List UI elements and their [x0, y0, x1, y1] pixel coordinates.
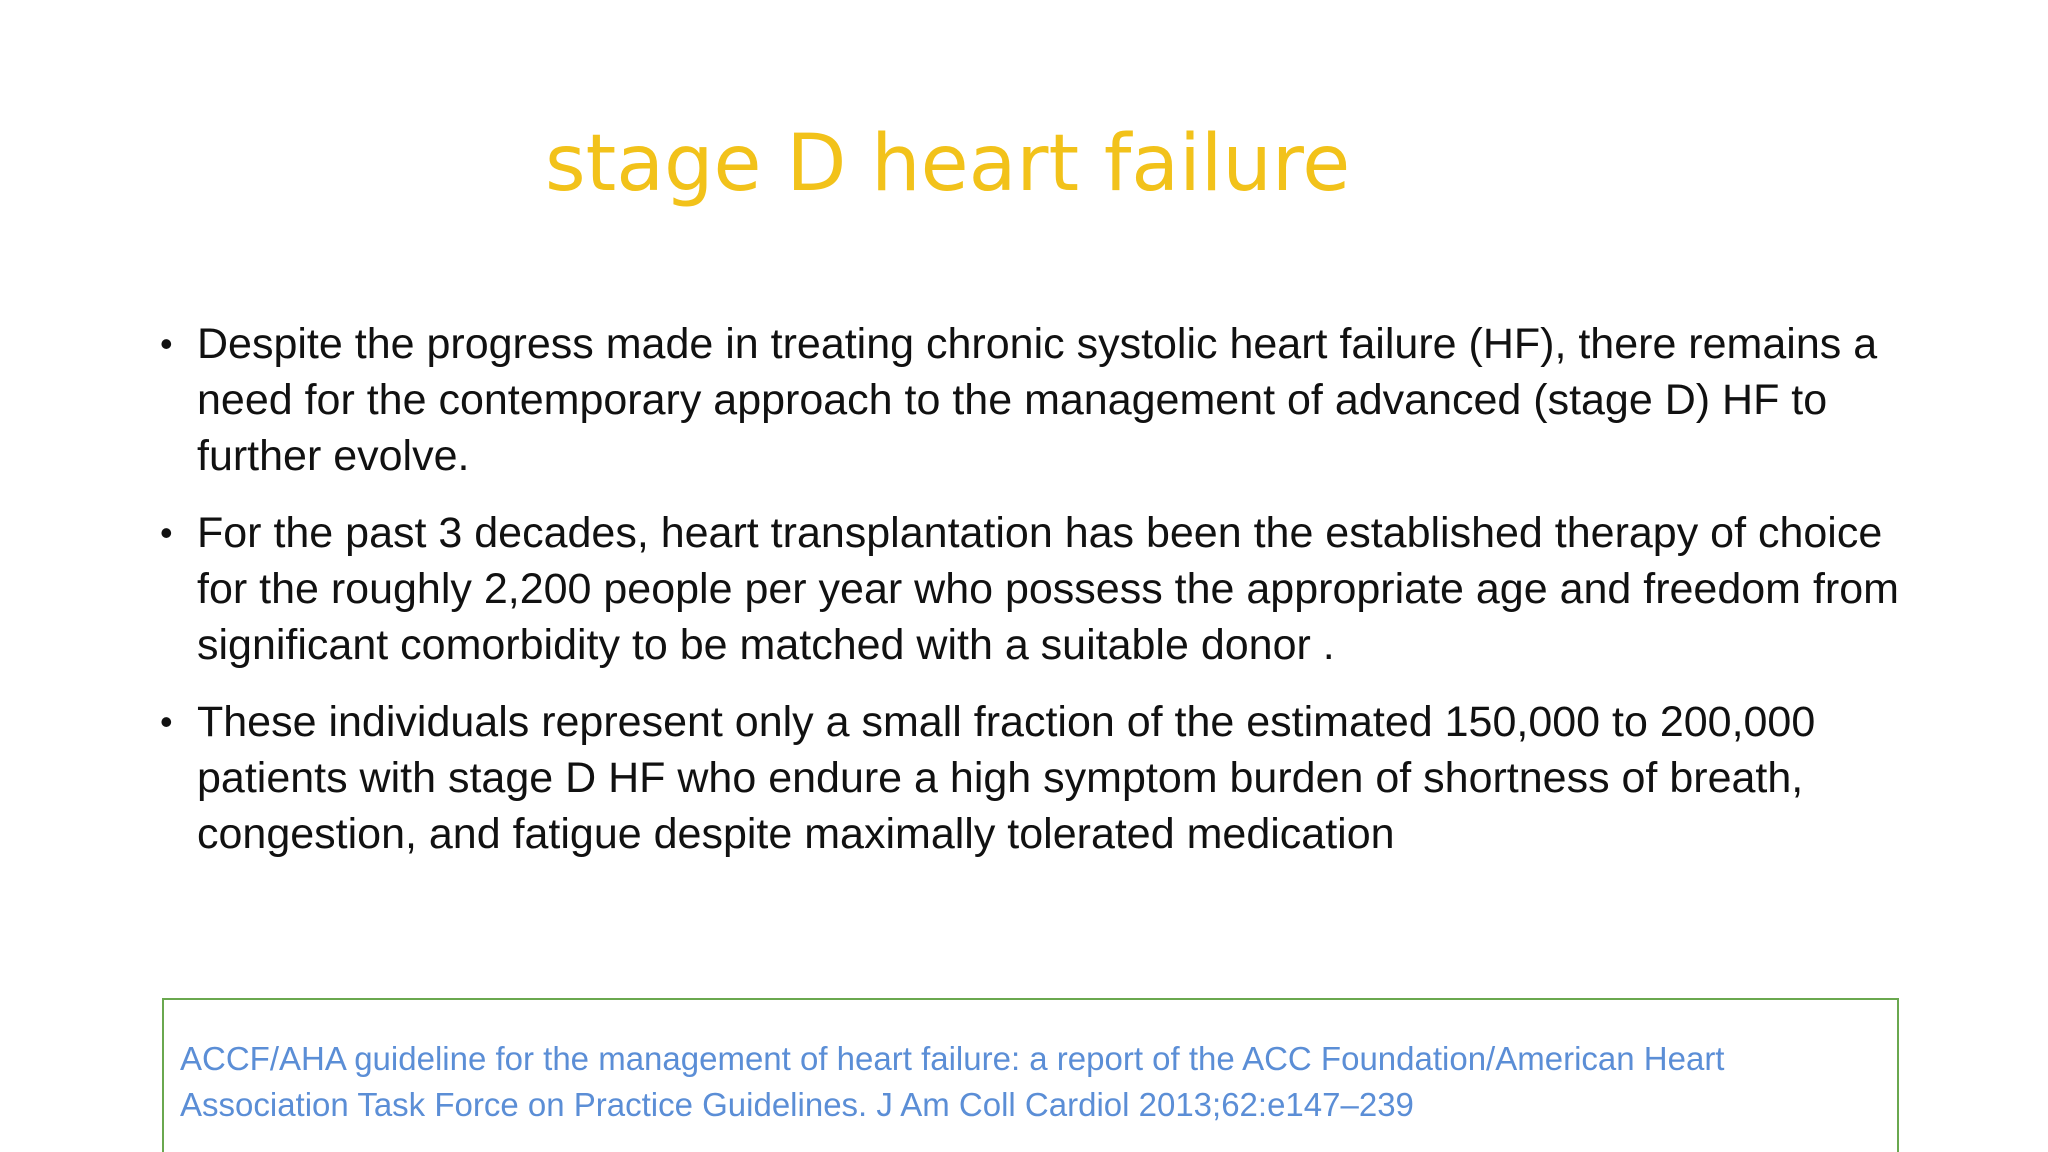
bullet-list	[160, 316, 1920, 883]
bullet-text: These individuals represent only a small fraction of the estimated 150,000 to 200,000 patients with stage D HF who endure a high symptom burden of shortness of breath, congestion, and fatigue despite maximally tolerated medication	[197, 698, 1816, 858]
bullet-text: For the past 3 decades, heart transplantation has been the established therapy of choice for the roughly 2,200 people per year who possess the appropriate age and freedom from significant comorbidity to be matched with a suitable donor .	[197, 509, 1899, 669]
slide-title: stage D heart failure	[545, 119, 1351, 209]
bullet-icon: •	[160, 701, 173, 742]
reference-box	[162, 998, 1899, 1152]
bullet-text: Despite the progress made in treating chronic systolic heart failure (HF), there remains a need for the contemporary approach to the management of advanced (stage D) HF to further evolve.	[197, 320, 1878, 480]
reference-citation: ACCF/AHA guideline for the management of heart failure: a report of the ACC Foundation/American Heart Association Task Force on Practice Guidelines. J Am Coll Cardiol 2013;62:e147–239	[180, 1040, 1725, 1123]
bullet-icon: •	[160, 323, 173, 364]
bullet-icon: •	[160, 512, 173, 553]
bullet-item	[160, 316, 1920, 484]
bullet-item	[160, 505, 1920, 673]
bullet-item	[160, 694, 1920, 862]
